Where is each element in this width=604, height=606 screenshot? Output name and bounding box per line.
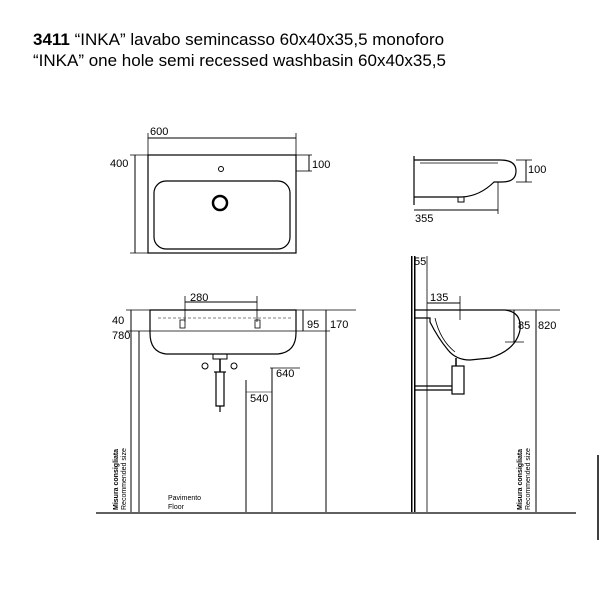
- section-height-label: 820: [538, 320, 557, 332]
- tap-hole-icon: [219, 167, 224, 172]
- recommended-it-label: Misura consigliata: [113, 448, 120, 510]
- top-width-label: 600: [150, 126, 169, 138]
- total-label: 170: [330, 319, 349, 331]
- trap-label: 640: [276, 368, 295, 380]
- floor-it-label: Pavimento: [168, 495, 202, 502]
- section-recommended-it-label: Misura consigliata: [517, 448, 524, 510]
- side-edge-label: 100: [528, 164, 547, 176]
- tap-spacing-label: 280: [190, 292, 209, 304]
- title-english: “INKA” one hole semi recessed washbasin 60x40x35,5: [33, 51, 446, 70]
- rim-label: 40: [112, 315, 125, 327]
- top-view-outline: [148, 155, 296, 253]
- top-edge-label: 100: [312, 159, 331, 171]
- top-view-bowl: [154, 181, 290, 249]
- section-outline: [415, 310, 520, 360]
- drain-icon: [213, 196, 227, 210]
- front-view-outline: [150, 310, 296, 354]
- section-bowl-label: 85: [518, 320, 531, 332]
- bowl-label: 95: [307, 319, 320, 331]
- side-view: [414, 156, 532, 214]
- wall-label: 55: [414, 256, 427, 268]
- section-recommended-en-label: Recommended size: [525, 448, 532, 510]
- offset-label: 135: [430, 292, 449, 304]
- top-view: [130, 133, 312, 253]
- product-code: 3411: [33, 30, 70, 49]
- side-view-outline: [414, 160, 516, 197]
- side-projection-label: 355: [415, 213, 434, 225]
- wall-hatch: [411, 256, 415, 512]
- front-view: [126, 296, 356, 512]
- floor-en-label: Floor: [168, 504, 184, 511]
- waste-label: 540: [250, 393, 269, 405]
- top-depth-label: 400: [110, 158, 129, 170]
- recommended-en-label: Recommended size: [121, 448, 128, 510]
- rim-height-label: 780: [112, 330, 131, 342]
- title-italian: “INKA” lavabo semincasso 60x40x35,5 monoforo: [74, 30, 445, 49]
